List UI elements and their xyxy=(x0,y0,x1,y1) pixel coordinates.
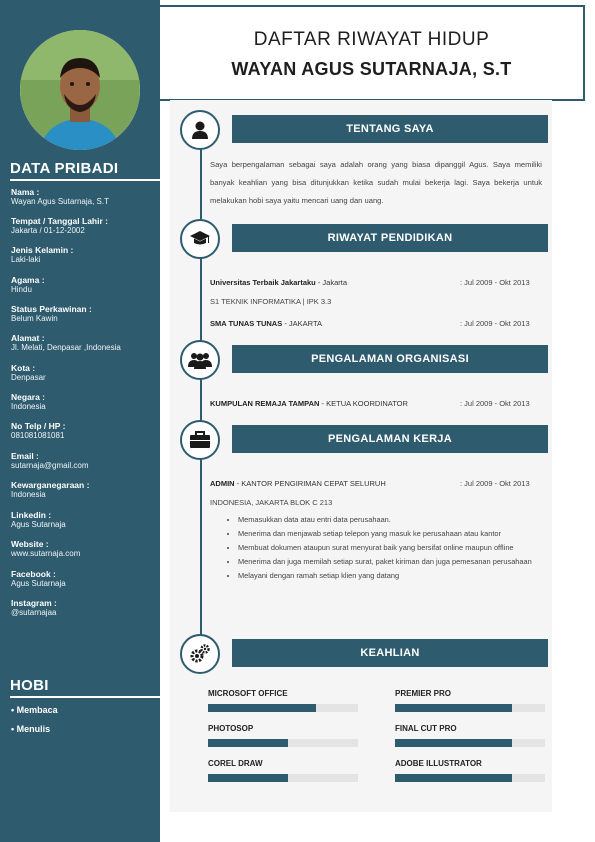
graduation-cap-icon xyxy=(180,219,220,259)
skill-bar-fill xyxy=(395,774,512,782)
skill-bar xyxy=(395,739,545,747)
section-header-organization: PENGALAMAN ORGANISASI xyxy=(232,345,548,373)
field-ttl: Tempat / Tanggal Lahir : Jakarta / 01-12-2002 xyxy=(11,216,108,235)
skill-bar-fill xyxy=(208,774,288,782)
field-alamat: Alamat : Jl. Melati, Denpasar ,Indonesia xyxy=(11,333,121,352)
field-agama: Agama : Hindu xyxy=(11,275,45,294)
person-icon xyxy=(180,110,220,150)
work-location: INDONESIA, JAKARTA BLOK C 213 xyxy=(210,498,333,507)
field-telp: No Telp / HP : 081081081081 xyxy=(11,421,66,440)
document-title: DAFTAR RIWAYAT HIDUP xyxy=(253,29,490,50)
gears-icon xyxy=(180,634,220,674)
duty-item: • Menerima dan menjawab setiap telepon yang masuk ke perusahaan atau kantor xyxy=(238,527,538,541)
skill-item: PREMIER PRO xyxy=(395,689,545,712)
skill-item: ADOBE ILLUSTRATOR xyxy=(395,759,545,782)
skill-bar xyxy=(208,774,358,782)
skill-bar xyxy=(208,704,358,712)
field-status: Status Perkawinan : Belum Kawin xyxy=(11,304,92,323)
group-icon xyxy=(180,340,220,380)
section-header-about: TENTANG SAYA xyxy=(232,115,548,143)
timeline-line xyxy=(200,120,202,660)
person-name: WAYAN AGUS SUTARNAJA, S.T xyxy=(231,59,512,79)
field-kota: Kota : Denpasar xyxy=(11,363,46,382)
organization-entry: KUMPULAN REMAJA TAMPAN - KETUA KOORDINATOR : Jul 2009 - Okt 2013 xyxy=(210,399,530,408)
field-linkedin: Linkedin : Agus Sutarnaja xyxy=(11,510,66,529)
duty-item: • Melayani dengan ramah setiap klien yang datang xyxy=(238,569,538,583)
profile-photo xyxy=(20,30,140,150)
skill-bar xyxy=(395,774,545,782)
field-nama: Nama : Wayan Agus Sutarnaja, S.T xyxy=(11,187,109,206)
hobby-item: • Membaca xyxy=(11,705,58,715)
section-header-work: PENGALAMAN KERJA xyxy=(232,425,548,453)
work-duties xyxy=(228,513,538,583)
briefcase-icon xyxy=(180,420,220,460)
skill-bar-fill xyxy=(208,739,288,747)
skill-bar-fill xyxy=(208,704,316,712)
skill-bar-fill xyxy=(395,704,512,712)
hobby-heading: HOBI xyxy=(10,677,160,698)
header xyxy=(160,5,585,101)
skill-bar xyxy=(208,739,358,747)
duty-item: • Menerima dan juga memilah setiap surat, paket kiriman dan juga pemesanan perusahaan xyxy=(238,555,538,569)
education-entry: SMA TUNAS TUNAS - JAKARTA : Jul 2009 - Okt 2013 xyxy=(210,319,530,328)
sidebar xyxy=(0,0,160,842)
duty-item: • Membuat dokumen ataupun surat menyurat baik yang bersifat online maupun offline xyxy=(238,541,538,555)
work-entry: ADMIN - KANTOR PENGIRIMAN CEPAT SELURUH : Jul 2009 - Okt 2013 xyxy=(210,479,530,488)
field-negara: Negara : Indonesia xyxy=(11,392,46,411)
section-header-education: RIWAYAT PENDIDIKAN xyxy=(232,224,548,252)
skill-item: FINAL CUT PRO xyxy=(395,724,545,747)
field-instagram: Instagram : @sutarnajaa xyxy=(11,598,57,617)
skill-bar xyxy=(395,704,545,712)
field-jenis-kelamin: Jenis Kelamin : Laki-laki xyxy=(11,245,74,264)
about-text: Saya berpengalaman sebagai saya adalah orang yang biasa dipanggil Agus. Saya memiliki banyak keahlian yang bisa ditunjukkan ketika sudah mulai bekerja lagi. Saya bekerja untuk melakukan hobi saya yaitu mencari uang dan uang. xyxy=(210,160,542,205)
field-facebook: Facebook : Agus Sutarnaja xyxy=(11,569,66,588)
skill-item: COREL DRAW xyxy=(208,759,358,782)
field-kewarganegaraan: Kewarganegaraan : Indonesia xyxy=(11,480,90,499)
skill-item: PHOTOSOP xyxy=(208,724,358,747)
skill-item: MICROSOFT OFFICE xyxy=(208,689,358,712)
field-email: Email : sutarnaja@gmail.com xyxy=(11,451,89,470)
personal-data-heading: DATA PRIBADI xyxy=(10,160,160,181)
skill-bar-fill xyxy=(395,739,512,747)
education-degree: S1 TEKNIK INFORMATIKA | IPK 3.3 xyxy=(210,297,332,306)
section-header-skills: KEAHLIAN xyxy=(232,639,548,667)
field-website: Website : www.sutarnaja.com xyxy=(11,539,81,558)
duty-item: • Memasukkan data atau entri data perusahaan. xyxy=(238,513,538,527)
education-entry: Universitas Terbaik Jakartaku - Jakarta : Jul 2009 - Okt 2013 xyxy=(210,278,530,287)
hobby-item: • Menulis xyxy=(11,724,51,734)
